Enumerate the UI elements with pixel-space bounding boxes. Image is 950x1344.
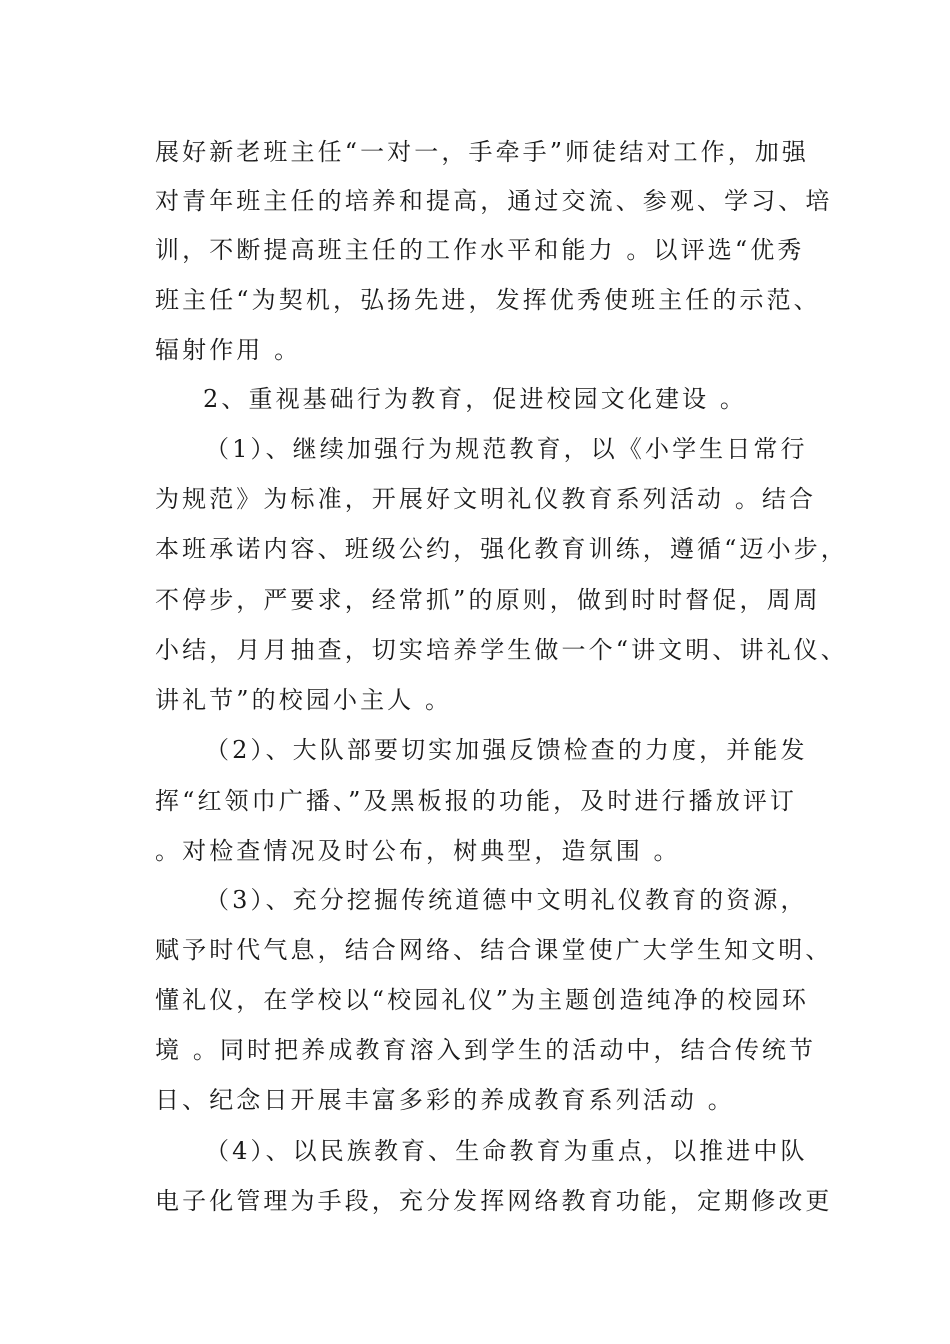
text-line: 日、纪念日开展丰富多彩的养成教育系列活动 。: [155, 1086, 735, 1114]
paragraph-start-3: （3）、充分挖掘传统道德中文明礼仪教育的资源，: [205, 886, 808, 914]
text-line: 境 。同时把养成教育溶入到学生的活动中，结合传统节: [155, 1036, 817, 1064]
section-heading: 2、重视基础行为教育，促进校园文化建设 。: [203, 385, 747, 413]
text-line: 辐射作用 。: [155, 336, 302, 364]
text-line: 小结，月月抽查，切实培养学生做一个“讲文明、讲礼仪、: [155, 636, 848, 664]
text-line: 赋予时代气息，结合网络、结合课堂使广大学生知文明、: [155, 936, 833, 964]
text-line: 讲礼节”的校园小主人 。: [155, 686, 453, 714]
text-line: 电子化管理为手段，充分发挥网络教育功能，定期修改更: [155, 1187, 833, 1215]
text-line: 不停步，严要求，经常抓”的原则，做到时时督促，周周: [155, 586, 821, 614]
paragraph-start-1: （1）、继续加强行为规范教育，以《小学生日常行: [205, 435, 808, 463]
text-line: 为规范》为标准，开展好文明礼仪教育系列活动 。结合: [155, 485, 817, 513]
text-line: 。对检查情况及时公布，树典型，造氛围 。: [155, 837, 681, 865]
text-line: 挥“红领巾广播、”及黑板报的功能，及时进行播放评订: [155, 787, 798, 815]
paragraph-start-4: （4）、以民族教育、生命教育为重点，以推进中队: [205, 1137, 808, 1165]
text-line: 班主任“为契机，弘扬先进，发挥优秀使班主任的示范、: [155, 286, 821, 314]
paragraph-start-2: （2）、大队部要切实加强反馈检查的力度，并能发: [205, 736, 808, 764]
text-line: 展好新老班主任“一对一，手牵手”师徒结对工作，加强: [155, 138, 810, 166]
text-line: 训，不断提高班主任的工作水平和能力 。以评选“优秀: [155, 236, 805, 264]
text-line: 懂礼仪，在学校以“校园礼仪”为主题创造纯净的校园环: [155, 986, 810, 1014]
text-line: 本班承诺内容、班级公约，强化教育训练，遵循“迈小步，: [155, 535, 848, 563]
text-line: 对青年班主任的培养和提高，通过交流、参观、学习、培: [155, 187, 833, 215]
